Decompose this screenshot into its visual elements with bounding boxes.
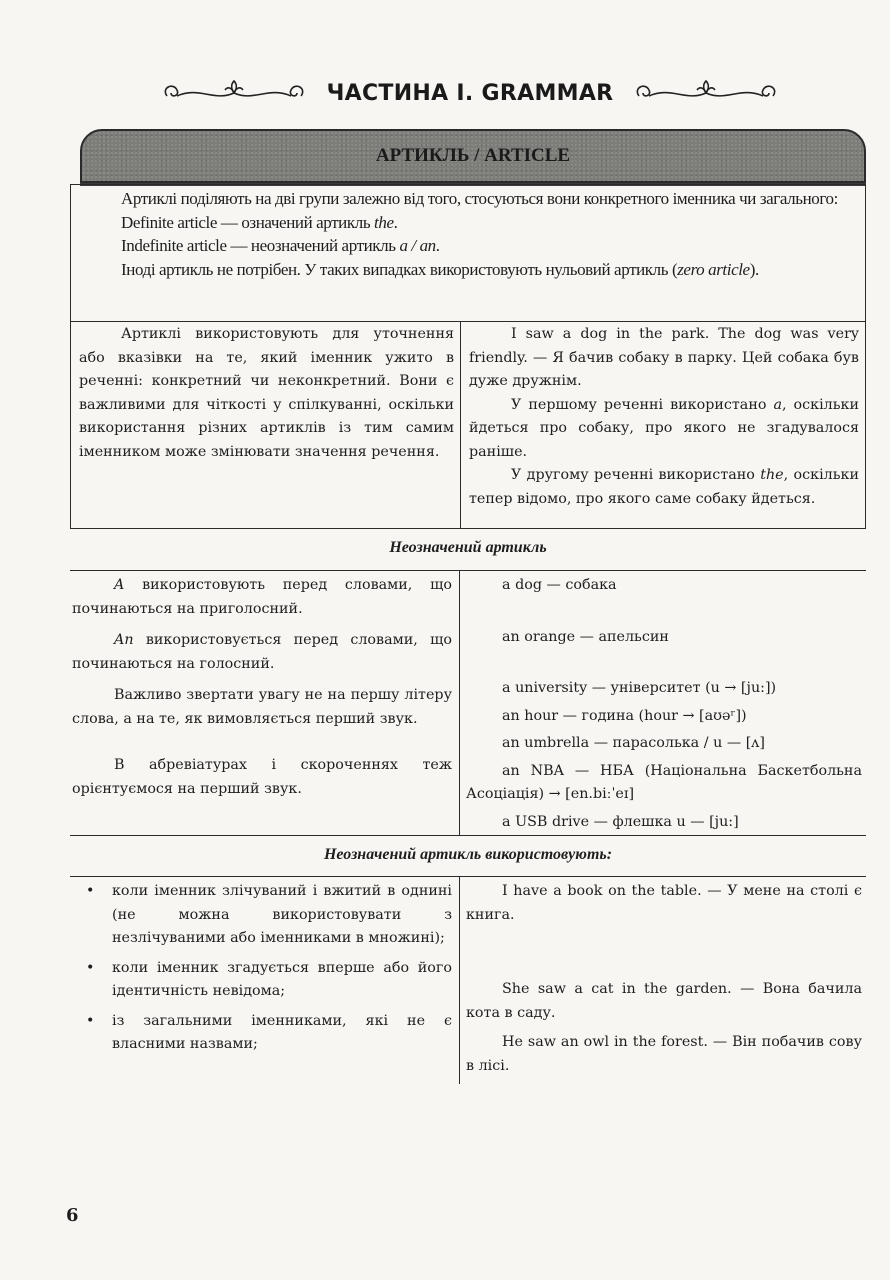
bullet-item [72,1010,452,1057]
intro-paragraph: Артиклі поділяють на дві групи залежно від того, стосуються вони конкретного іменника чи загального: [121,189,838,208]
zero-text: Іноді артикль не потрібен. У таких випадках використовують нульовий артикль ( [121,259,678,279]
bullet-item [72,880,452,951]
punct: . [435,236,440,255]
usage-note-the [469,464,859,511]
definite-text: Definite article — означений артикль [121,212,375,232]
example-item: a university — університет (u → [ju:]) [502,680,777,696]
rule-term: A [114,577,125,593]
rule-a [72,574,452,621]
divider [70,570,866,571]
rule-text: використовують перед словами, що починаються на приголосний. [72,577,452,617]
indefinite-text: Indefinite article — неозначений артикль [121,236,400,255]
example-item: a dog — собака [502,577,617,593]
page-header [120,70,820,116]
example-item: He saw an owl in the forest. — Він побачив сову в лісі. [466,1034,862,1074]
definite-article-line [79,211,859,235]
example-item: a USB drive — флешка u — [ju:] [502,813,739,830]
bullet-text: коли іменник злічуваний і вжитий в однині (не можна використовувати з незлічуваними або іменниками в множині); [112,883,452,946]
rule-text: використовується перед словами, що починаються на голосний. [72,632,452,672]
indefinite-section-title: Неозначений артикль [389,539,547,556]
usage-note-a [469,394,859,465]
bullet-text: коли іменник згадується вперше або його ідентичність невідома; [112,959,452,999]
page-number: 6 [66,1205,79,1226]
definite-term: the [374,212,394,232]
zero-article-line [79,258,859,282]
section-banner [80,129,866,183]
example-item: an umbrella — парасолька / u — [ʌ] [502,735,765,751]
divider [70,835,866,836]
punct: ). [749,259,759,279]
indefinite-use-section-title: Неозначений артикль використовують: [323,846,613,863]
note-text: У другому реченні використано [511,467,761,483]
indefinite-article-line [79,234,859,258]
usage-example-cell [461,322,865,528]
column-divider [459,876,460,1084]
column-divider [459,570,460,836]
usage-box [70,321,866,529]
rule-abbreviation: В абревіатурах і скороченнях теж орієнтуємося на перший звук. [72,757,452,797]
usage-explanation: Артиклі використовують для уточнення або вказівки на те, який іменник ужито в реченні: конкретний чи неконкретний. Вони є важливими для чіткості у спілкуванні, оскільки використання різних артиклів із тим самим іменником може змінювати значення речення. [79,326,454,460]
rule-term: An [114,632,134,648]
note-text: , оскільки йдеться про собаку, про якого не згадувалося раніше. [469,396,860,460]
example-item: I have a book on the table. — У мене на столі є книга. [466,883,862,923]
note-term: a [773,396,782,413]
zero-term: zero article [677,259,750,279]
indefinite-examples [466,574,862,834]
rule-an [72,629,452,676]
note-text: , оскільки тепер відомо, про якого саме собаку йдеться. [469,467,859,507]
example-item: an NBA — НБА (Національна Баскетбольна Асоціація) → [en.biːˈeɪ] [466,762,862,802]
part-title: ЧАСТИНА I. GRAMMAR [326,80,614,106]
indefinite-use-list [72,880,452,1063]
indefinite-use-examples [466,880,862,1078]
usage-example: I saw a dog in the park. The dog was very friendly. — Я бачив собаку в парку. Цей собака був дуже дружнім. [469,326,859,389]
example-item: an hour — година (hour → [aʊəʳ]) [502,707,747,724]
bullet-icon: • [86,1012,95,1029]
intro-box [70,184,866,322]
indefinite-term: a / an [399,236,436,255]
indefinite-rules [72,574,452,801]
example-item: an orange — апельсин [502,628,669,645]
bullet-item [72,957,452,1004]
bullet-text: із загальними іменниками, які не є власними назвами; [112,1012,452,1052]
bullet-icon: • [86,883,95,899]
punct: . [393,212,398,232]
note-term: the [760,467,784,483]
divider [70,876,866,877]
section-title: АРТИКЛЬ / ARTICLE [375,145,571,166]
note-text: У першому реченні використано [511,396,774,413]
usage-explanation-cell [71,322,461,528]
scroll-ornament-right-icon [631,78,781,108]
rule-sound: Важливо звертати увагу не на першу літеру слова, а на те, як вимовляється перший звук. [72,687,452,727]
scroll-ornament-left-icon [159,78,309,108]
example-item: She saw a cat in the garden. — Вона бачила кота в саду. [466,981,862,1021]
bullet-icon: • [86,959,95,976]
